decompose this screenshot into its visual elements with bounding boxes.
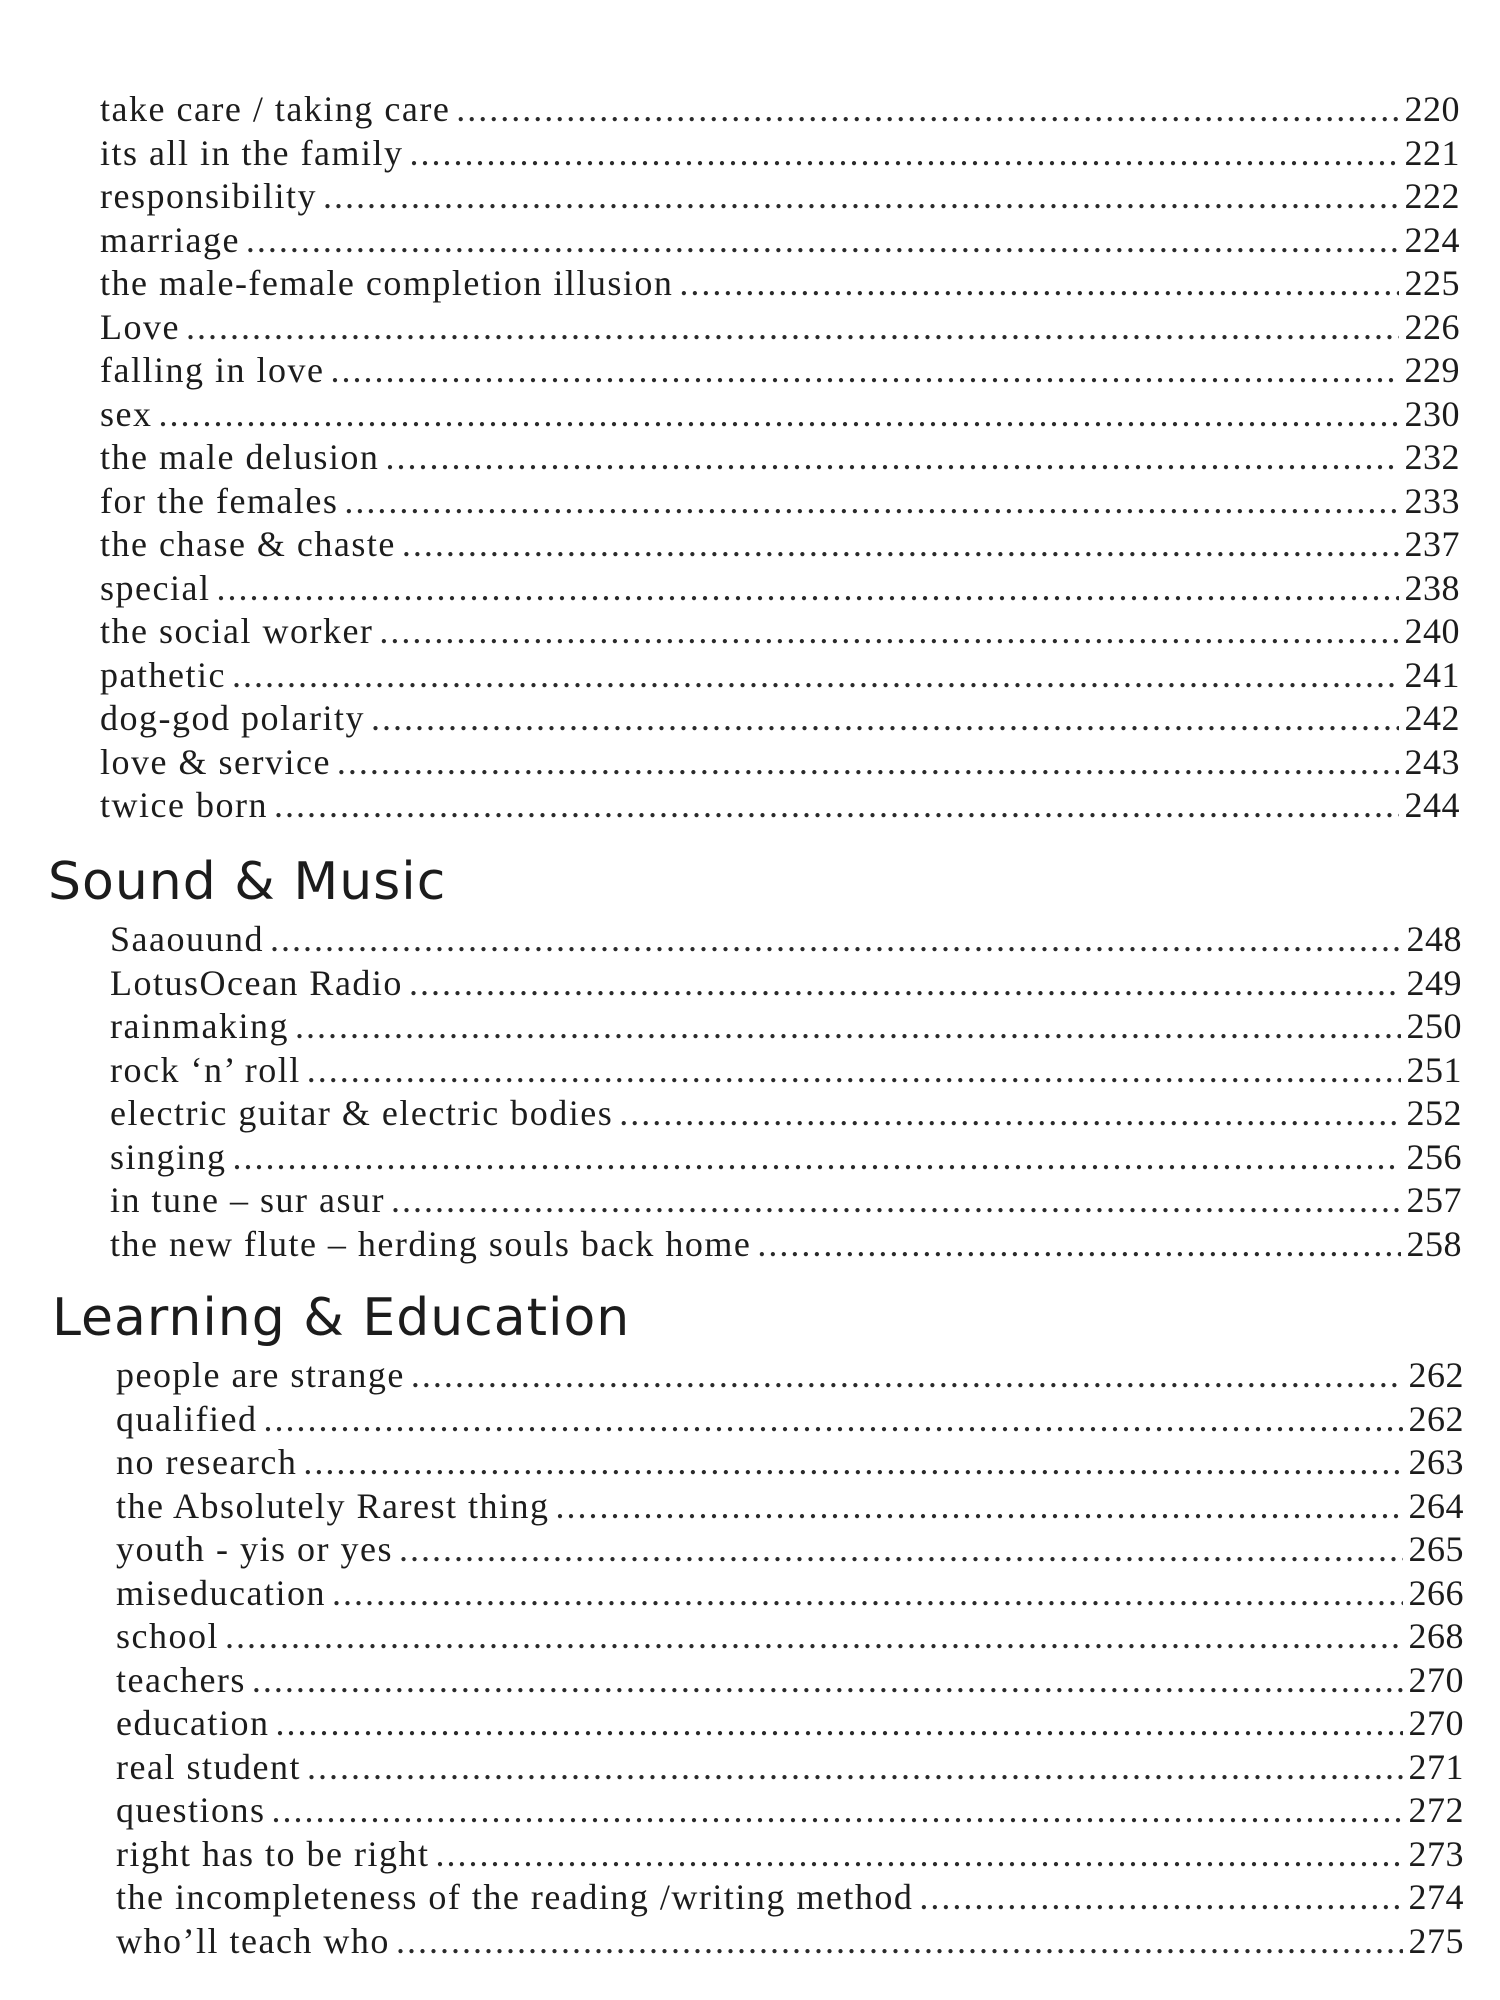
toc-entry: [116, 1746, 1464, 1790]
toc-entry-page-number: 262: [1408, 1355, 1464, 1395]
toc-entry-title: take care / taking care: [100, 89, 451, 129]
toc-entry-page-number: 257: [1406, 1180, 1462, 1220]
toc-entry-page-number: 264: [1408, 1485, 1464, 1526]
dot-leader: [233, 1136, 1401, 1178]
toc-entry-page-number: 273: [1408, 1833, 1464, 1874]
toc-entry: [100, 262, 1460, 306]
toc-entry-title: singing: [110, 1136, 227, 1177]
section-heading-learning-education: Learning & Education: [52, 1288, 631, 1348]
toc-entry-title: dog-god polarity: [100, 698, 365, 738]
dot-leader: [307, 1746, 1403, 1788]
toc-entry: [116, 1528, 1464, 1572]
toc-entry: [100, 306, 1460, 350]
dot-leader: [409, 132, 1398, 174]
toc-entry-title: the chase & chaste: [100, 524, 396, 564]
dot-leader: [619, 1092, 1400, 1134]
dot-leader: [757, 1223, 1400, 1265]
toc-entry: [110, 1136, 1462, 1180]
toc-entry-page-number: 233: [1404, 480, 1460, 521]
toc-entry-title: in tune – sur asur: [110, 1180, 385, 1220]
toc-entry-title: electric guitar & electric bodies: [110, 1093, 614, 1133]
toc-entry-page-number: 220: [1404, 89, 1460, 129]
dot-leader: [216, 567, 1398, 609]
toc-entry-title: people are strange: [116, 1355, 405, 1395]
toc-section-sound-music: [110, 918, 1462, 1266]
dot-leader: [402, 523, 1399, 565]
toc-entry-page-number: 226: [1404, 306, 1460, 347]
toc-entry-title: special: [100, 567, 211, 608]
toc-entry: [116, 1485, 1464, 1529]
toc-entry-title: pathetic: [100, 654, 226, 695]
toc-entry-page-number: 224: [1404, 219, 1460, 260]
toc-entry-title: no research: [116, 1442, 298, 1482]
toc-entry-title: rainmaking: [110, 1006, 289, 1046]
toc-entry-page-number: 240: [1404, 611, 1460, 651]
toc-entry-title: sex: [100, 393, 153, 434]
dot-leader: [344, 480, 1398, 522]
toc-entry-page-number: 266: [1408, 1572, 1464, 1613]
toc-entry-title: responsibility: [100, 176, 317, 216]
dot-leader: [456, 88, 1398, 130]
dot-leader: [371, 697, 1399, 739]
dot-leader: [399, 1528, 1403, 1570]
toc-entry-page-number: 270: [1408, 1659, 1464, 1700]
toc-entry: [100, 784, 1460, 828]
toc-entry: [100, 175, 1460, 219]
toc-entry: [100, 697, 1460, 741]
toc-entry: [100, 436, 1460, 480]
toc-entry: [100, 88, 1460, 132]
toc-entry: [100, 132, 1460, 176]
toc-entry-page-number: 241: [1404, 654, 1460, 695]
dot-leader: [275, 1702, 1402, 1744]
toc-entry: [116, 1398, 1464, 1442]
dot-leader: [409, 962, 1401, 1004]
dot-leader: [555, 1485, 1402, 1527]
toc-entry: [116, 1702, 1464, 1746]
dot-leader: [232, 654, 1399, 696]
toc-entry-title: Saaouund: [110, 919, 264, 959]
toc-entry: [116, 1441, 1464, 1485]
toc-entry-title: LotusOcean Radio: [110, 962, 403, 1003]
toc-entry-page-number: 248: [1406, 919, 1462, 959]
toc-entry-page-number: 265: [1408, 1529, 1464, 1569]
dot-leader: [159, 393, 1399, 435]
toc-entry-title: love & service: [100, 741, 331, 782]
toc-entry-title: real student: [116, 1746, 301, 1787]
toc-entry: [110, 962, 1462, 1006]
dot-leader: [225, 1615, 1403, 1657]
dot-leader: [385, 436, 1398, 478]
toc-entry: [110, 1005, 1462, 1049]
dot-leader: [337, 741, 1399, 783]
toc-entry-title: the male-female completion illusion: [100, 263, 674, 303]
toc-entry-page-number: 225: [1404, 263, 1460, 303]
toc-entry-page-number: 238: [1404, 567, 1460, 608]
toc-entry-page-number: 271: [1408, 1746, 1464, 1787]
dot-leader: [246, 219, 1399, 261]
dot-leader: [679, 262, 1398, 304]
toc-entry-page-number: 229: [1404, 350, 1460, 390]
toc-entry-title: miseducation: [116, 1572, 326, 1613]
toc-entry: [100, 480, 1460, 524]
toc-section-family: [100, 88, 1460, 828]
dot-leader: [411, 1354, 1403, 1396]
toc-entry: [116, 1789, 1464, 1833]
toc-section-learning-education: [116, 1354, 1464, 1963]
toc-entry-title: qualified: [116, 1398, 258, 1439]
toc-entry-page-number: 262: [1408, 1398, 1464, 1439]
dot-leader: [919, 1876, 1402, 1918]
dot-leader: [303, 1441, 1402, 1483]
toc-entry: [100, 741, 1460, 785]
section-heading-sound-music: Sound & Music: [48, 852, 447, 912]
dot-leader: [263, 1398, 1402, 1440]
toc-entry-page-number: 222: [1404, 176, 1460, 216]
toc-entry-page-number: 270: [1408, 1703, 1464, 1743]
toc-entry: [100, 349, 1460, 393]
toc-entry-title: marriage: [100, 219, 240, 260]
toc-entry: [100, 610, 1460, 654]
toc-entry-title: falling in love: [100, 350, 325, 390]
toc-entry-title: the Absolutely Rarest thing: [116, 1485, 550, 1526]
toc-entry-page-number: 256: [1406, 1136, 1462, 1177]
toc-entry: [116, 1659, 1464, 1703]
toc-entry: [116, 1876, 1464, 1920]
toc-entry: [100, 523, 1460, 567]
toc-entry-page-number: 252: [1406, 1093, 1462, 1133]
toc-entry: [110, 1179, 1462, 1223]
toc-entry-title: questions: [116, 1790, 266, 1830]
dot-leader: [270, 918, 1401, 960]
toc-entry-title: its all in the family: [100, 132, 404, 173]
dot-leader: [435, 1833, 1402, 1875]
dot-leader: [396, 1920, 1403, 1962]
dot-leader: [252, 1659, 1403, 1701]
dot-leader: [391, 1179, 1401, 1221]
toc-entry-page-number: 251: [1406, 1049, 1462, 1090]
toc-entry-page-number: 258: [1406, 1223, 1462, 1264]
toc-entry-title: the male delusion: [100, 437, 380, 477]
toc-entry-page-number: 237: [1404, 524, 1460, 564]
toc-entry-page-number: 232: [1404, 437, 1460, 477]
dot-leader: [274, 784, 1399, 826]
toc-entry-page-number: 250: [1406, 1006, 1462, 1046]
toc-entry-title: the new flute – herding souls back home: [110, 1223, 752, 1264]
dot-leader: [186, 306, 1399, 348]
toc-entry-page-number: 243: [1404, 741, 1460, 782]
dot-leader: [379, 610, 1398, 652]
toc-entry-title: Love: [100, 306, 180, 347]
toc-entry-page-number: 221: [1404, 132, 1460, 173]
toc-entry: [100, 393, 1460, 437]
dot-leader: [330, 349, 1398, 391]
toc-entry-title: for the females: [100, 480, 339, 521]
toc-entry-page-number: 274: [1408, 1877, 1464, 1917]
toc-entry-title: rock ‘n’ roll: [110, 1049, 301, 1090]
toc-entry: [116, 1920, 1464, 1964]
toc-entry: [110, 1223, 1462, 1267]
toc-entry-title: school: [116, 1616, 219, 1656]
dot-leader: [295, 1005, 1401, 1047]
toc-entry-title: the social worker: [100, 611, 374, 651]
dot-leader: [323, 175, 1399, 217]
toc-entry-page-number: 272: [1408, 1790, 1464, 1830]
toc-entry-title: the incompleteness of the reading /writing method: [116, 1877, 914, 1917]
toc-entry-page-number: 249: [1406, 962, 1462, 1003]
toc-entry-page-number: 268: [1408, 1616, 1464, 1656]
toc-entry: [100, 567, 1460, 611]
toc-entry-title: education: [116, 1703, 270, 1743]
toc-entry-page-number: 263: [1408, 1442, 1464, 1482]
toc-entry: [110, 1049, 1462, 1093]
toc-entry: [100, 219, 1460, 263]
toc-entry-page-number: 242: [1404, 698, 1460, 738]
toc-entry-page-number: 230: [1404, 393, 1460, 434]
dot-leader: [307, 1049, 1401, 1091]
toc-entry: [110, 918, 1462, 962]
toc-entry-page-number: 275: [1408, 1920, 1464, 1961]
toc-entry-page-number: 244: [1404, 785, 1460, 825]
dot-leader: [332, 1572, 1403, 1614]
toc-entry: [116, 1615, 1464, 1659]
toc-entry: [116, 1833, 1464, 1877]
toc-entry: [100, 654, 1460, 698]
toc-entry-title: right has to be right: [116, 1833, 430, 1874]
toc-entry: [116, 1354, 1464, 1398]
toc-entry: [116, 1572, 1464, 1616]
toc-entry-title: youth - yis or yes: [116, 1529, 393, 1569]
toc-entry-title: teachers: [116, 1659, 246, 1700]
toc-entry-title: who’ll teach who: [116, 1920, 390, 1961]
toc-entry: [110, 1092, 1462, 1136]
dot-leader: [272, 1789, 1403, 1831]
toc-entry-title: twice born: [100, 785, 268, 825]
